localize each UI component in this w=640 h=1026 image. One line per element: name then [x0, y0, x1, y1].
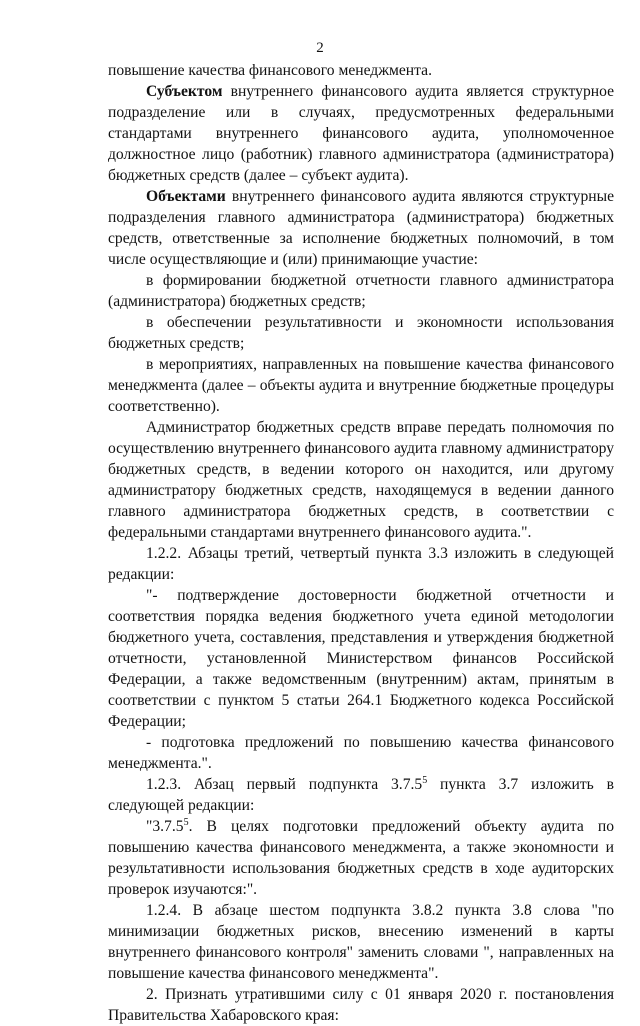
paragraph: 1.2.4. В абзаце шестом подпункта 3.8.2 пункта 3.8 слова "по минимизации бюджетных рисков, внесению изменений в карты внутреннего финансового контроля" заменить словами ", направленных на повышение качества финансового менеджмента". [108, 902, 614, 982]
bold-lead-word: Объектами [146, 188, 226, 205]
paragraph: 1.2.2. Абзацы третий, четвертый пункта 3.3 изложить в следующей редакции: [108, 545, 614, 583]
paragraph: "- подтверждение достоверности бюджетной отчетности и соответствия порядка ведения бюджетного учета единой методологии бюджетного учета, составления, представления и утверждения бюджетной отчетности, установленной Министерством финансов Российской Федерации, а также ведомственным (внутренним) актам, принятым в соответствии с пунктом 5 статьи 264.1 Бюджетного кодекса Российской Федерации; [108, 587, 614, 730]
text-fragment: пункта 3.7 изложить в следующей редакции: [108, 776, 614, 814]
text-fragment: "3.7.5 [146, 818, 184, 835]
page-number: 2 [316, 40, 324, 56]
bold-lead-word: Субъектом [146, 83, 223, 100]
paragraph: повышение качества финансового менеджмента. [108, 62, 432, 79]
superscript: 5 [183, 816, 189, 828]
paragraph: 2. Признать утратившими силу с 01 января 2020 г. постановления Правительства Хабаровского края: [108, 986, 614, 1024]
paragraph: Администратор бюджетных средств вправе передать полномочия по осуществлению внутреннего финансового аудита главному администратору бюджетных средств, в ведении которого он находится, или другому администратору бюджетных средств, находящемуся в ведении данного главного администратора бюджетных средств, в соответствии с федеральными стандартами внутреннего финансового аудита.". [108, 419, 614, 541]
text-fragment: 1.2.3. Абзац первый подпункта 3.7.5 [146, 776, 423, 793]
paragraph: - подготовка предложений по повышению качества финансового менеджмента.". [108, 734, 614, 772]
paragraph: в обеспечении результативности и экономности использования бюджетных средств; [108, 314, 614, 352]
document-body [108, 60, 614, 1026]
text-fragment: . В целях подготовки предложений объекту аудита по повышению качества финансового менеджмента, а также экономности и результативности использования бюджетных средств в ходе аудиторских проверок изучаются:". [108, 818, 614, 898]
paragraph: в мероприятиях, направленных на повышение качества финансового менеджмента (далее – объекты аудита и внутренние бюджетные процедуры соответственно). [108, 356, 614, 415]
paragraph-amendment [108, 774, 614, 816]
paragraph: Объектами внутреннего финансового аудита являются структурные подразделения главного администратора (администратора) бюджетных средств, ответственные за исполнение бюджетных полномочий, в том числе осуществляющие и (или) принимающие участие: [108, 188, 614, 268]
paragraph: в формировании бюджетной отчетности главного администратора (администратора) бюджетных средств; [108, 272, 614, 310]
superscript: 5 [422, 774, 428, 786]
paragraph: Субъектом внутреннего финансового аудита является структурное подразделение или в случаях, предусмотренных федеральными стандартами внутреннего финансового аудита, уполномоченное должностное лицо (работник) главного администратора (администратора) бюджетных средств (далее – субъект аудита). [108, 83, 614, 184]
paragraph-amendment-text [108, 816, 614, 900]
